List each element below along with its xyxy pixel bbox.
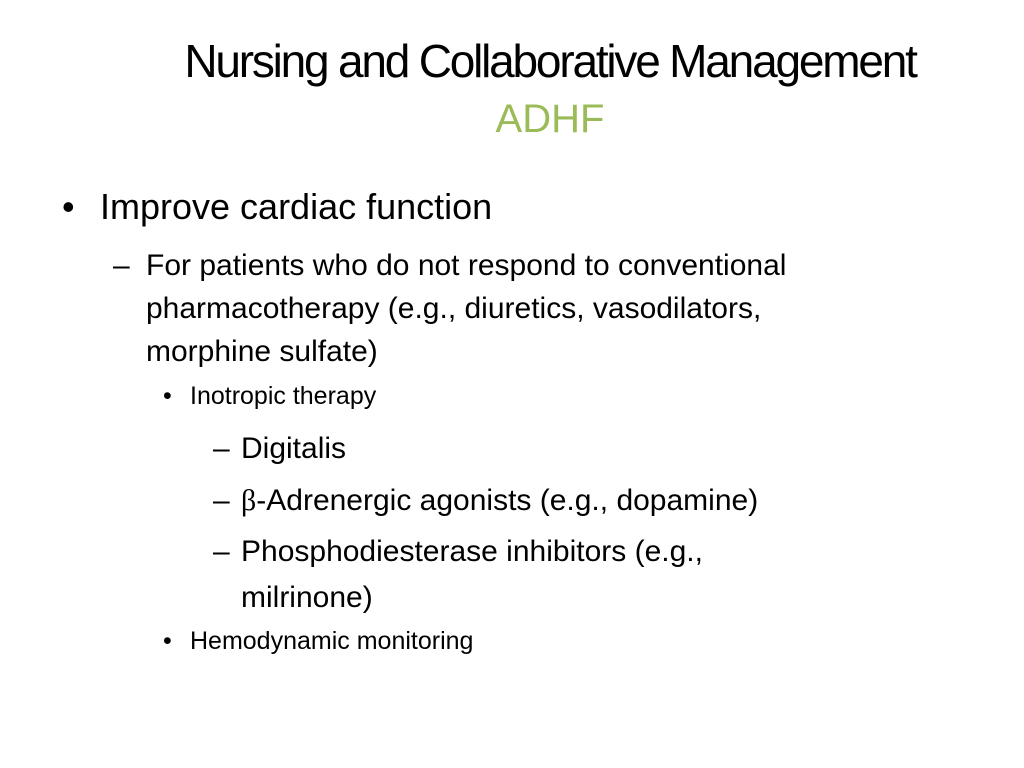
bullet-text: Improve cardiac function [100, 186, 493, 227]
title-block [80, 30, 1020, 146]
dash-marker: – [213, 432, 230, 465]
dash-marker: – [113, 249, 130, 282]
bullet-line: For patients who do not respond to conventional [146, 249, 787, 282]
bullet-marker: • [163, 627, 172, 655]
bullet-line: pharmacotherapy (e.g., diuretics, vasodilators, [146, 292, 762, 325]
beta-symbol: β [241, 484, 257, 517]
bullet-text: Inotropic therapy [190, 382, 377, 410]
bullet-text-block [241, 529, 703, 621]
dash-marker: – [213, 535, 230, 568]
bullet-line: morphine sulfate) [146, 335, 378, 368]
bullet-marker: • [163, 382, 172, 410]
bullet-line: Phosphodiesterase inhibitors (e.g., [241, 535, 703, 568]
slide-title: Nursing and Collaborative Management [184, 35, 916, 87]
bullet-text [241, 478, 758, 524]
bullet-marker: • [62, 186, 75, 227]
bullet-text-rest: -Adrenergic agonists (e.g., dopamine) [256, 484, 759, 517]
dash-marker: – [213, 484, 230, 517]
bullet-text-block [146, 244, 786, 373]
bullet-text: Hemodynamic monitoring [190, 627, 474, 655]
bullet-text: Digitalis [241, 432, 347, 465]
bullet-line: milrinone) [241, 581, 373, 614]
slide-subtitle: ADHF [495, 97, 605, 141]
